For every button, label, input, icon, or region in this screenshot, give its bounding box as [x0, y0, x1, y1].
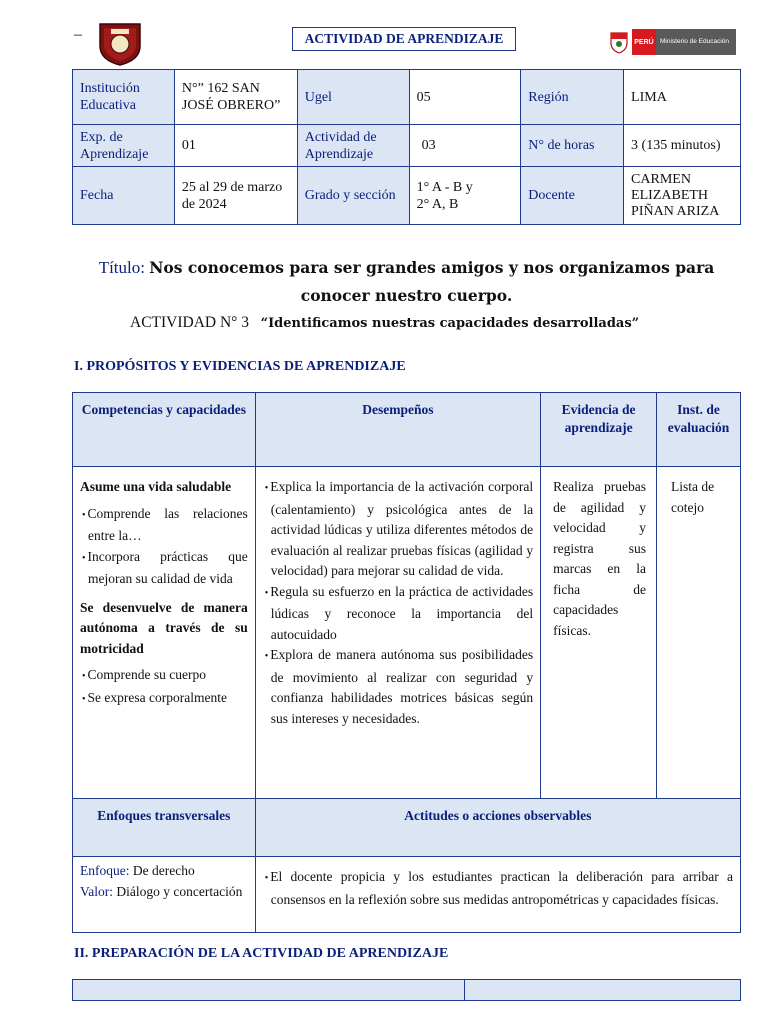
section2-heading: II. PREPARACIÓN DE LA ACTIVIDAD DE APRENDIZAJE [74, 946, 449, 961]
preparation-header-cell [73, 980, 465, 1001]
ministry-name-label: Ministerio de Educación [656, 29, 736, 55]
actitud-cell [255, 857, 740, 933]
col-evidencia: Evidencia de aprendizaje [541, 393, 657, 467]
actividad-label: Actividad de Aprendizaje [297, 125, 409, 167]
comp2-title: Se desenvuelve de manera autónoma a través de su motricidad [80, 599, 248, 656]
comp2-item: • Comprende su cuerpo [80, 665, 248, 688]
desempeno-item: • Explica la importancia de la activación corporal (calentamiento) y psicológica antes de la actividad lúdicas y utiliza diferentes métodos de evaluación al realizar pruebas físicas (agilidad y velocidad) para mejorar su calidad de vida. [263, 477, 533, 582]
exp-label: Exp. de Aprendizaje [73, 125, 175, 167]
institucion-value: N°” 162 SAN JOSÉ OBRERO” [174, 70, 297, 125]
comp1-item: • Incorpora prácticas que mejoran su calidad de vida [80, 547, 248, 590]
docente-value: CARMEN ELIZABETH PIÑAN ARIZA [624, 167, 741, 225]
fecha-value: 25 al 29 de marzo de 2024 [174, 167, 297, 225]
ugel-value: 05 [409, 70, 521, 125]
instrumento-cell: Lista de cotejo [657, 467, 741, 799]
horas-value: 3 (135 minutos) [624, 125, 741, 167]
titulo-text: Nos conocemos para ser grandes amigos y nos organizamos para conocer nuestro cuerpo. [149, 258, 715, 305]
peru-shield-icon [608, 30, 630, 54]
grado-value [409, 167, 521, 225]
valor-label: Valor: [80, 883, 113, 899]
activity-subtitle [130, 314, 639, 332]
actitud-item: • El docente propicia y los estudiantes practican la deliberación para arribar a consensos en la reflexión sobre sus medidas antropométricas y capacidades físicas. [263, 867, 733, 910]
exp-value: 01 [174, 125, 297, 167]
comp1-item: • Comprende las relaciones entre la… [80, 504, 248, 547]
competencias-cell [73, 467, 256, 799]
grado-value-1: 1° A - B y [416, 179, 473, 195]
ministry-peru-label: PERÚ [632, 29, 656, 55]
desempeno-item: • Regula su esfuerzo en la práctica de actividades lúdicas y reconoce la importancia del autocuidado [263, 582, 533, 646]
fecha-label: Fecha [73, 167, 175, 225]
header-dash: – [74, 26, 82, 43]
enfoque-cell [73, 857, 256, 933]
ministry-logo [608, 28, 738, 56]
school-crest-icon [96, 20, 144, 66]
ugel-label: Ugel [297, 70, 409, 125]
col-competencias: Competencias y capacidades [73, 393, 256, 467]
col-enfoques: Enfoques transversales [73, 799, 256, 857]
region-value: LIMA [624, 70, 741, 125]
comp1-title: Asume una vida saludable [80, 479, 232, 494]
desempeno-item: • Explora de manera autónoma sus posibilidades de movimiento al realizar con seguridad y confianza habilidades motrices básicas según sus intereses y necesidades. [263, 645, 533, 729]
preparation-table [72, 979, 741, 1001]
titulo-label: Título: [98, 258, 145, 277]
activity-title [72, 254, 741, 310]
desempenos-cell [255, 467, 540, 799]
purposes-table [72, 392, 741, 933]
region-label: Región [521, 70, 624, 125]
preparation-header-cell [464, 980, 740, 1001]
document-title: ACTIVIDAD DE APRENDIZAJE [292, 27, 516, 51]
enfoque-value: De derecho [132, 863, 195, 878]
valor-value: Diálogo y concertación [116, 883, 243, 899]
institucion-label: Institución Educativa [73, 70, 175, 125]
evidencia-cell: Realiza pruebas de agilidad y velocidad y registra sus marcas en la ficha de capacidades físicas. [541, 467, 657, 799]
comp2-item: • Se expresa corporalmente [80, 688, 248, 711]
grado-value-2: 2° A, B [416, 196, 459, 212]
horas-label: N° de horas [521, 125, 624, 167]
actividad-value: 03 [409, 125, 521, 167]
actividad-prefix: ACTIVIDAD N° 3 [130, 314, 249, 331]
section1-heading: I. PROPÓSITOS Y EVIDENCIAS DE APRENDIZAJE [74, 359, 406, 374]
grado-label: Grado y sección [297, 167, 409, 225]
col-desempenos: Desempeños [255, 393, 540, 467]
col-inst: Inst. de evaluación [657, 393, 741, 467]
col-actitudes: Actitudes o acciones observables [255, 799, 740, 857]
docente-label: Docente [521, 167, 624, 225]
enfoque-label: Enfoque: [80, 863, 130, 878]
info-table [72, 69, 741, 225]
actividad-name: “Identificamos nuestras capacidades desarrolladas” [260, 316, 640, 331]
